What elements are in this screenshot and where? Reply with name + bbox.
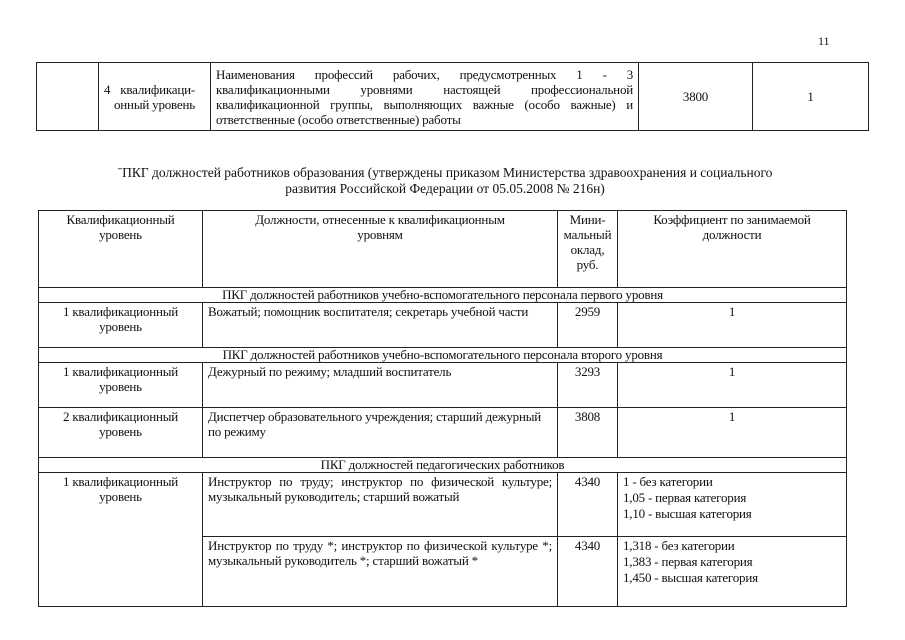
salary-cell: 3293 bbox=[558, 363, 618, 408]
section-title: ПКГ должностей работников учебно-вспомогательного персонала второго уровня bbox=[39, 348, 847, 363]
salary-cell: 4340 bbox=[558, 473, 618, 537]
coefficient-line: 1,318 - без категории bbox=[623, 538, 735, 553]
section-row bbox=[39, 458, 847, 473]
level-cell bbox=[99, 63, 211, 131]
positions-cell: Дежурный по режиму; младший воспитатель bbox=[203, 363, 558, 408]
table-row bbox=[37, 63, 869, 131]
table-row bbox=[39, 473, 847, 537]
positions-cell: Вожатый; помощник воспитателя; секретарь учебной части bbox=[203, 303, 558, 348]
top-table bbox=[36, 62, 869, 131]
header-salary-line: оклад, bbox=[570, 242, 605, 257]
header-row bbox=[39, 211, 847, 288]
section-row bbox=[39, 288, 847, 303]
positions-cell: Наименования профессий рабочих, предусмотренных 1 - 3 квалификационными уровнями настоящей профессиональной квалификационной группы, выполняющих важные (особо важные) и ответственные (особо ответственные) работы bbox=[211, 63, 639, 131]
header-salary-line: Мини- bbox=[569, 212, 606, 227]
salary-cell: 2959 bbox=[558, 303, 618, 348]
coefficient-line: 1,383 - первая категория bbox=[623, 554, 753, 569]
table-row bbox=[39, 408, 847, 458]
heading-line-2: развития Российской Федерации от 05.05.2008 № 216н) bbox=[285, 181, 605, 196]
positions-cell: Инструктор по труду *; инструктор по физической культуре *; музыкальный руководитель *; старший вожатый * bbox=[203, 537, 558, 607]
coefficient-cell bbox=[618, 473, 847, 537]
header-positions: Должности, отнесенные к квалификационным уровням bbox=[203, 211, 558, 288]
header-salary-line: руб. bbox=[576, 257, 599, 272]
table-row bbox=[39, 303, 847, 348]
coefficient-line: 1,450 - высшая категория bbox=[623, 570, 758, 585]
heading-line-1: ˉПКГ должностей работников образования (утверждены приказом Министерства здравоохранения и социального bbox=[117, 165, 773, 180]
page-number: 11 bbox=[818, 34, 830, 48]
coefficient-cell: 1 bbox=[618, 408, 847, 458]
header-salary-line: мальный bbox=[563, 227, 612, 242]
salary-cell: 3800 bbox=[639, 63, 753, 131]
coefficient-cell: 1 bbox=[618, 363, 847, 408]
level-cell: 1 квалификационный уровень bbox=[39, 473, 203, 607]
coefficient-cell: 1 bbox=[618, 303, 847, 348]
level-cell: 1 квалификационный уровень bbox=[39, 363, 203, 408]
coefficient-cell bbox=[618, 537, 847, 607]
coefficient-line: 1 - без категории bbox=[623, 474, 713, 489]
positions-cell: Диспетчер образовательного учреждения; старший дежурный по режиму bbox=[203, 408, 558, 458]
section-title: ПКГ должностей работников учебно-вспомогательного персонала первого уровня bbox=[39, 288, 847, 303]
salary-cell: 4340 bbox=[558, 537, 618, 607]
header-level: Квалификационный уровень bbox=[39, 211, 203, 288]
header-salary bbox=[558, 211, 618, 288]
positions-cell: Инструктор по труду; инструктор по физической культуре; музыкальный руководитель; старший вожатый bbox=[203, 473, 558, 537]
coefficient-cell: 1 bbox=[753, 63, 869, 131]
header-coefficient: Коэффициент по занимаемой должности bbox=[618, 211, 847, 288]
coefficient-line: 1,10 - высшая категория bbox=[623, 506, 752, 521]
level-text: 4квалификаци-онный уровень bbox=[104, 81, 196, 112]
table-row bbox=[39, 363, 847, 408]
section-heading bbox=[40, 165, 850, 197]
level-cell: 2 квалификационный уровень bbox=[39, 408, 203, 458]
section-title: ПКГ должностей педагогических работников bbox=[39, 458, 847, 473]
level-cell: 1 квалификационный уровень bbox=[39, 303, 203, 348]
salary-cell: 3808 bbox=[558, 408, 618, 458]
section-row bbox=[39, 348, 847, 363]
pkg-education-table bbox=[38, 210, 847, 607]
coefficient-line: 1,05 - первая категория bbox=[623, 490, 747, 505]
empty-cell bbox=[37, 63, 99, 131]
